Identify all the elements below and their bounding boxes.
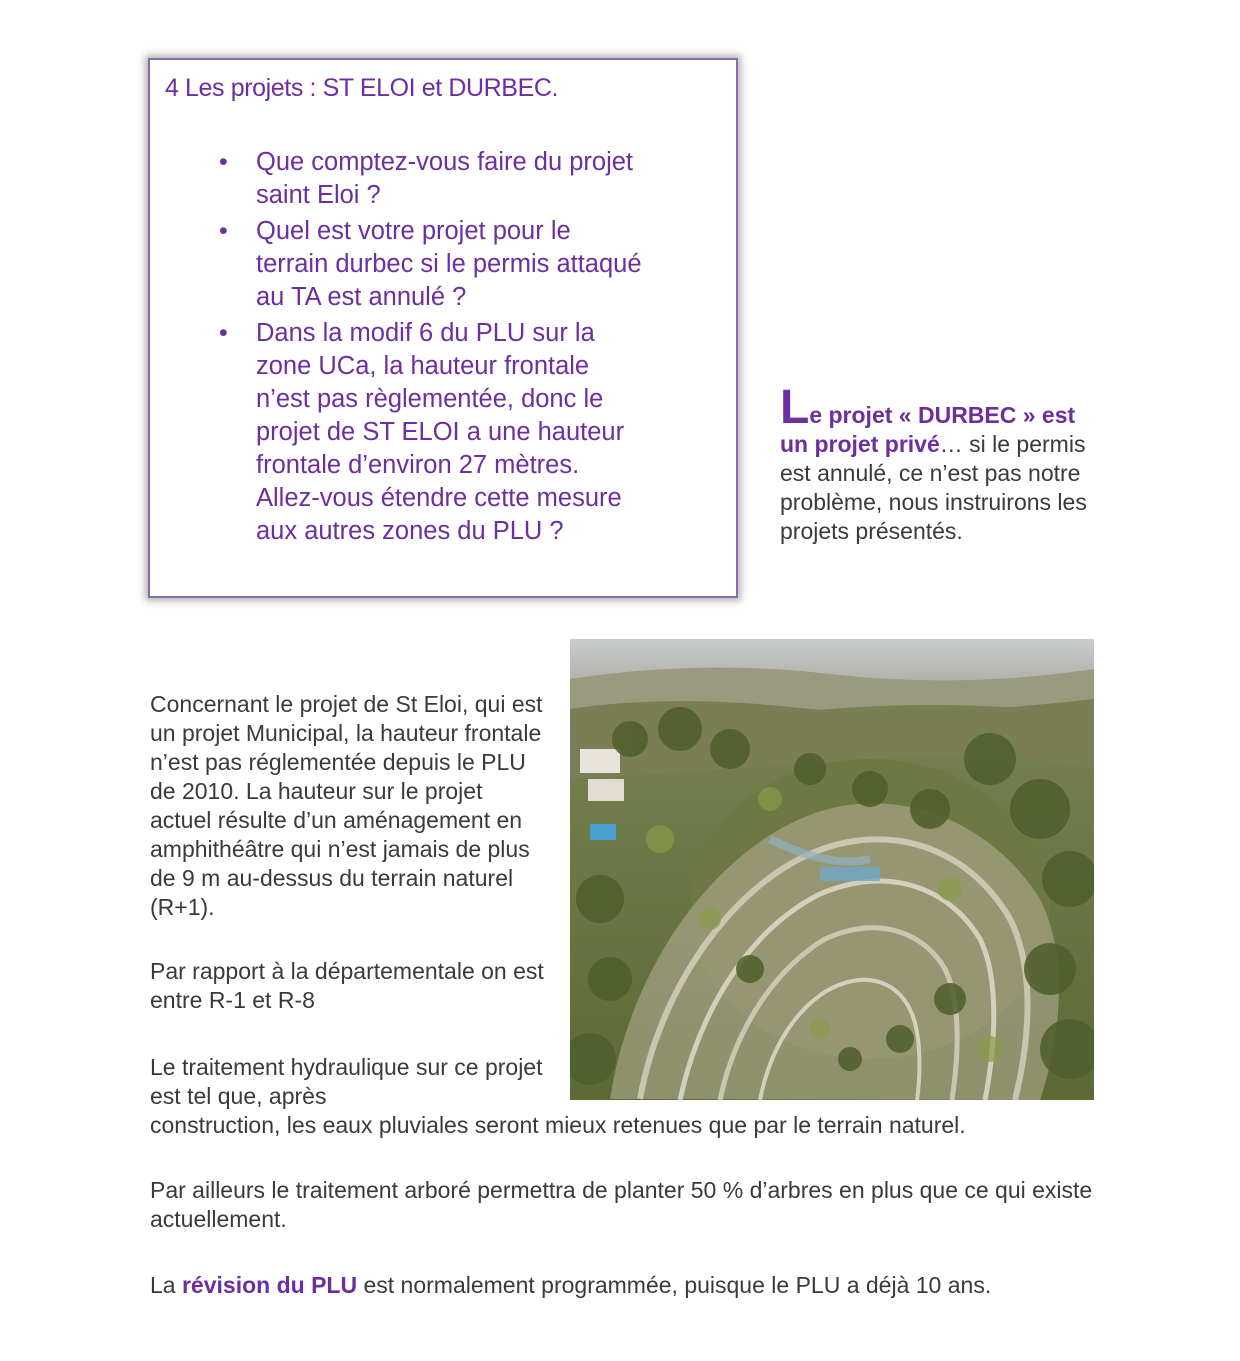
question-item: • Dans la modif 6 du PLU sur la zone UCa, la hauteur frontale n’est pas règlementée, donc le projet de ST ELOI a une hauteur frontale d’environ 27 mètres. Allez-vous étendre cette mesure aux autres zones du PLU ? [208,317,648,548]
revision-suffix: est normalement programmée, puisque le PLU a déjà 10 ans. [357,1272,992,1298]
hydraulique-paragraph-start: Le traitement hydraulique sur ce projet est tel que, après [150,1054,543,1109]
revision-prefix: La [150,1272,182,1298]
departementale-paragraph: Par rapport à la départementale on est entre R-1 et R-8 [150,958,544,1013]
revision-paragraph [150,1271,1130,1300]
question-box-title: 4 Les projets : ST ELOI et DURBEC. [165,74,559,102]
question-box [148,58,738,598]
hydraulique-paragraph-end: construction, les eaux pluviales seront mieux retenues que par le terrain naturel. [150,1112,966,1138]
durbec-answer [780,381,1100,546]
drop-cap: L [780,381,810,434]
st-eloi-aerial-photo [570,639,1094,1100]
question-item: • Que comptez-vous faire du projet saint Eloi ? [208,146,648,212]
st-eloi-paragraph: Concernant le projet de St Eloi, qui est un projet Municipal, la hauteur frontale n’est pas réglementée depuis le PLU de 2010. La hauteur sur le projet actuel résulte d’un aménagement en amphithéâtre qui n’est jamais de plus de 9 m au-dessus du terrain naturel (R+1). [150,691,543,920]
revision-highlight: révision du PLU [181,1272,358,1298]
question-item: • Quel est votre projet pour le terrain durbec si le permis attaqué au TA est annulé ? [208,215,648,314]
aerial-photo-illustration [570,639,1094,1100]
question-list [208,146,648,551]
arbore-paragraph: Par ailleurs le traitement arboré permettra de planter 50 % d’arbres en plus que ce qui existe actuellement. [150,1177,1093,1232]
durbec-highlight: e projet « DURBEC » est un projet privé [780,402,1076,457]
durbec-answer-text: … si le permis est annulé, ce n’est pas notre problème, nous instruirons les projets présentés. [780,431,1087,544]
